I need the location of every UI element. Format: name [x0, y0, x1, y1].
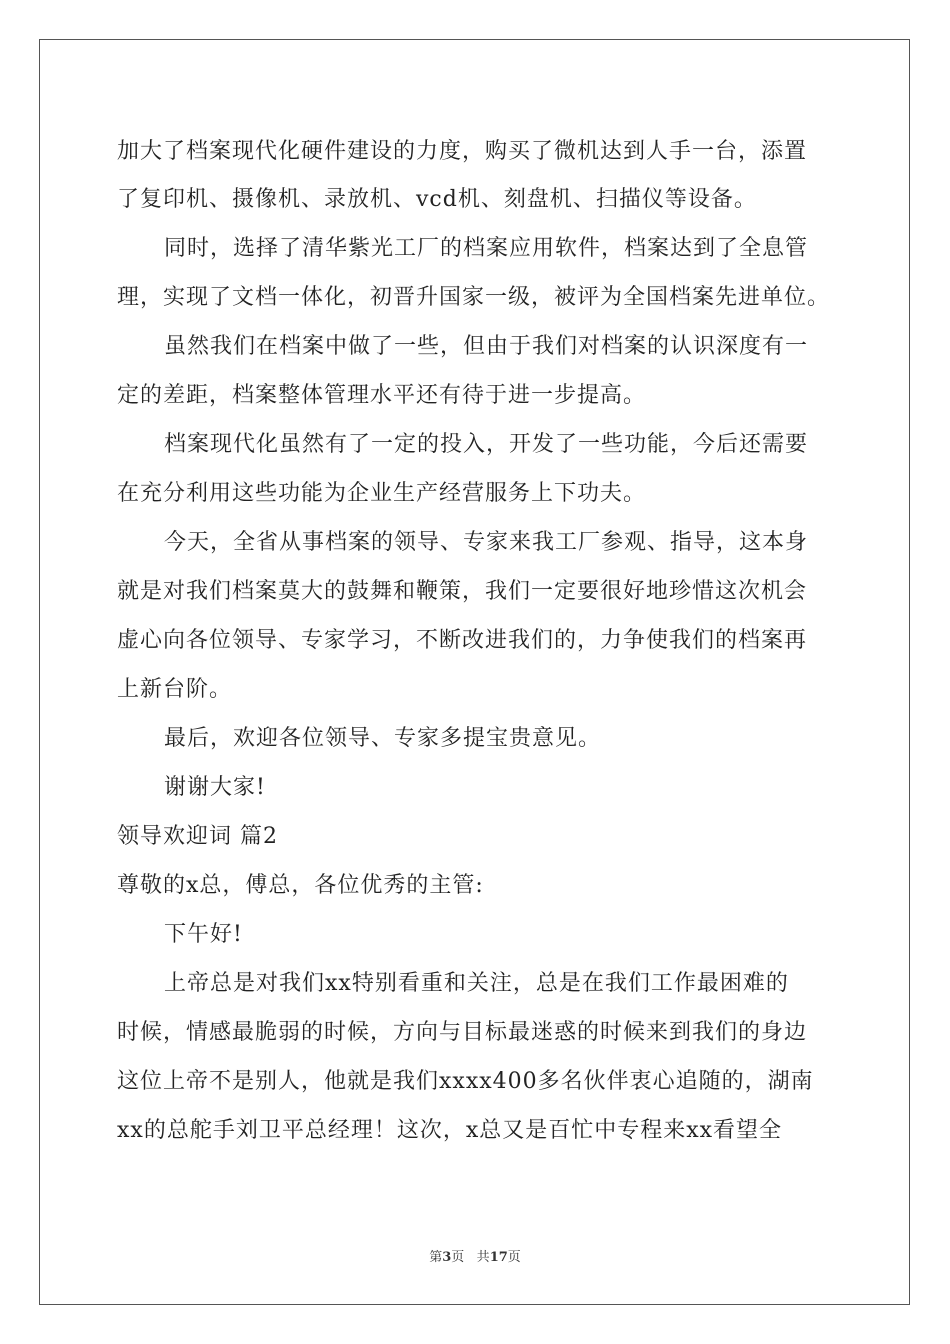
- text-line: 加大了档案现代化硬件建设的力度，购买了微机达到人手一台，添置: [117, 139, 808, 164]
- text-line: xx的总舵手刘卫平总经理！这次，x总又是百忙中专程来xx看望全: [117, 1118, 783, 1143]
- text-line: 这位上帝不是别人，他就是我们xxxx400多名伙伴衷心追随的，湖南: [117, 1069, 814, 1094]
- total-pages: 17: [489, 1250, 508, 1265]
- greeting: 下午好!: [164, 922, 243, 947]
- page-label-suffix: 页: [451, 1250, 465, 1265]
- text-line: 了复印机、摄像机、录放机、vcd机、刻盘机、扫描仪等设备。: [117, 187, 757, 212]
- text-line: 在充分利用这些功能为企业生产经营服务上下功夫。: [117, 481, 647, 506]
- page-label-prefix: 第: [429, 1250, 443, 1265]
- text-line: 今天，全省从事档案的领导、专家来我工厂参观、指导，这本身: [164, 530, 809, 555]
- text-line: 虚心向各位领导、专家学习，不断改进我们的，力争使我们的档案再: [117, 628, 808, 653]
- text-line: 同时，选择了清华紫光工厂的档案应用软件，档案达到了全息管: [164, 236, 809, 261]
- text-line: 定的差距，档案整体管理水平还有待于进一步提高。: [117, 383, 647, 408]
- text-line: 理，实现了文档一体化，初晋升国家一级，被评为全国档案先进单位。: [117, 285, 831, 310]
- text-line: 档案现代化虽然有了一定的投入，开发了一些功能，今后还需要: [164, 432, 809, 457]
- page-footer: [0, 1246, 950, 1265]
- text-line: 虽然我们在档案中做了一些，但由于我们对档案的认识深度有一: [164, 334, 809, 359]
- total-prefix: 共: [476, 1250, 490, 1265]
- salutation: 尊敬的x总，傅总，各位优秀的主管:: [117, 873, 484, 898]
- total-suffix: 页: [507, 1250, 521, 1265]
- section-heading: 领导欢迎词 篇2: [117, 824, 278, 849]
- text-line: 最后，欢迎各位领导、专家多提宝贵意见。: [164, 726, 602, 751]
- text-line: 时候，情感最脆弱的时候，方向与目标最迷惑的时候来到我们的身边: [117, 1020, 808, 1045]
- text-line: 就是对我们档案莫大的鼓舞和鞭策，我们一定要很好地珍惜这次机会: [117, 579, 808, 604]
- text-line: 谢谢大家!: [164, 775, 266, 800]
- text-line: 上帝总是对我们xx特别看重和关注，总是在我们工作最困难的: [164, 971, 789, 996]
- page-number: 3: [442, 1250, 452, 1265]
- text-line: 上新台阶。: [117, 677, 233, 702]
